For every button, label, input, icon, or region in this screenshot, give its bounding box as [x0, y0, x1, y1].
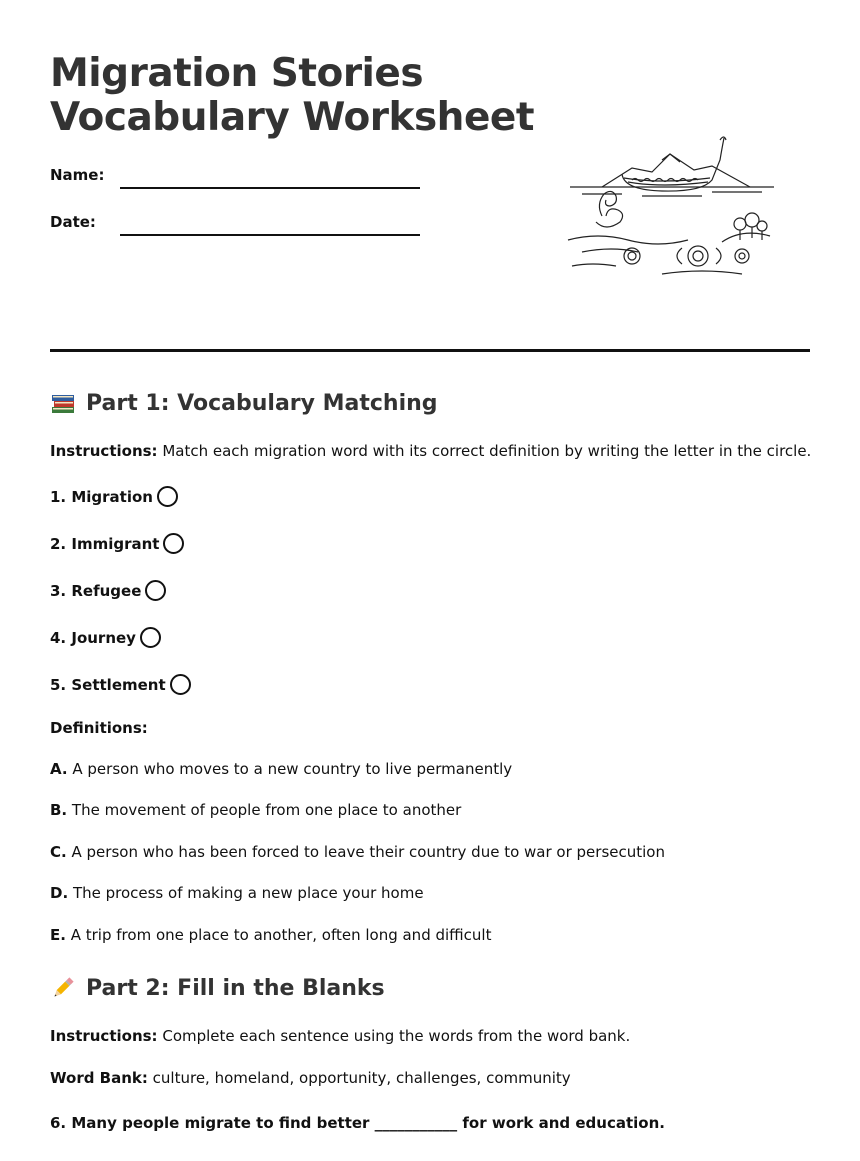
vocab-item-2: [50, 533, 184, 554]
part1-heading: [50, 390, 438, 416]
definition-d: [50, 884, 424, 902]
definition-letter: B.: [50, 801, 68, 819]
definition-a: [50, 760, 512, 778]
date-field[interactable]: [120, 234, 420, 236]
vocab-item-1: [50, 486, 178, 507]
vocab-item-label: 5. Settlement: [50, 675, 166, 694]
vocab-item-label: 1. Migration: [50, 487, 153, 506]
part2-instructions-label: Instructions:: [50, 1027, 158, 1045]
question-6: 6. Many people migrate to find better ___________ for work and education.: [50, 1114, 665, 1132]
part2-instructions-text: Complete each sentence using the words from the word bank.: [162, 1027, 631, 1045]
vocab-item-3: [50, 580, 166, 601]
definition-text: The movement of people from one place to another: [71, 801, 462, 819]
definition-text: A person who has been forced to leave their country due to war or persecution: [71, 843, 665, 861]
vocab-item-5: [50, 674, 191, 695]
definitions-heading: Definitions:: [50, 719, 148, 737]
vocab-item-label: 4. Journey: [50, 628, 136, 647]
answer-circle-1[interactable]: [157, 486, 178, 507]
answer-circle-4[interactable]: [140, 627, 161, 648]
definition-letter: E.: [50, 926, 66, 944]
part1-instructions-text: Match each migration word with its correct definition by writing the letter in the circle.: [162, 442, 812, 460]
part2-heading: [50, 975, 385, 1001]
vocab-item-label: 3. Refugee: [50, 581, 142, 600]
definition-letter: A.: [50, 760, 68, 778]
definition-text: A person who moves to a new country to live permanently: [72, 760, 513, 778]
answer-circle-2[interactable]: [163, 533, 184, 554]
part1-instructions: [50, 441, 811, 461]
name-field[interactable]: [120, 187, 420, 189]
part1-instructions-label: Instructions:: [50, 442, 158, 460]
answer-circle-3[interactable]: [145, 580, 166, 601]
definition-c: [50, 843, 665, 861]
title-line-2: Vocabulary Worksheet: [50, 95, 534, 140]
definition-letter: D.: [50, 884, 69, 902]
worksheet-title: [50, 52, 534, 140]
vocab-item-4: [50, 627, 161, 648]
word-bank-text: culture, homeland, opportunity, challenges, community: [152, 1069, 571, 1087]
definition-b: [50, 801, 461, 819]
word-bank-label: Word Bank:: [50, 1069, 148, 1087]
date-label: Date:: [50, 213, 96, 231]
title-line-1: Migration Stories: [50, 51, 424, 96]
pencil-icon: [50, 975, 76, 1001]
definition-text: A trip from one place to another, often long and difficult: [70, 926, 492, 944]
part2-heading-text: Part 2: Fill in the Blanks: [86, 975, 385, 1001]
definition-text: The process of making a new place your home: [72, 884, 424, 902]
part1-heading-text: Part 1: Vocabulary Matching: [86, 390, 438, 416]
answer-circle-5[interactable]: [170, 674, 191, 695]
part2-instructions: [50, 1026, 630, 1046]
vocab-item-label: 2. Immigrant: [50, 534, 160, 553]
definition-letter: C.: [50, 843, 67, 861]
boat-sea-illustration: [562, 130, 780, 280]
definition-e: [50, 926, 491, 944]
name-label: Name:: [50, 166, 105, 184]
section-divider: [50, 349, 810, 352]
books-icon: [50, 390, 76, 416]
word-bank: [50, 1068, 571, 1088]
